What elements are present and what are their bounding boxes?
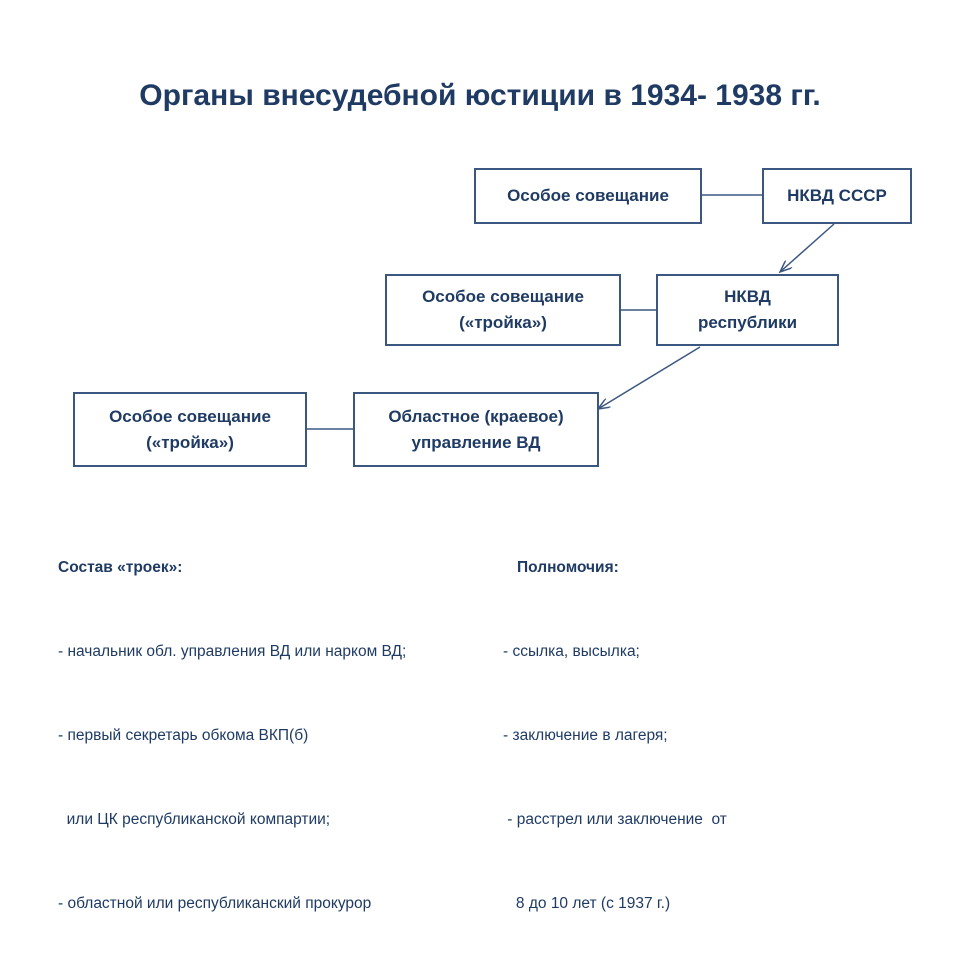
box-troika-republic-line1: Особое совещание [422,287,584,306]
powers-heading: Полномочия: [517,559,619,576]
box-special-council-label: Особое совещание [507,186,669,205]
box-troika-regional-line1: Особое совещание [109,406,271,426]
composition-list [58,498,406,974]
box-troika-republic [385,274,621,346]
box-troika-republic-line2: («тройка») [459,313,547,332]
box-troika-regional [73,392,307,467]
composition-heading: Состав «троек»: [58,559,183,576]
powers-item: - расстрел или заключение от [503,811,727,828]
box-special-council [474,168,702,224]
box-troika-regional-line2: («тройка») [146,432,234,452]
arrow-republic-to-regional [598,347,700,409]
composition-item: - областной или республиканский прокурор [58,895,372,912]
powers-item: - ссылка, высылка; [503,643,640,660]
composition-item: - начальник обл. управления ВД или нарком ВД; [58,643,407,660]
box-nkvd-ussr [762,168,912,224]
box-regional-directorate-line2: управление ВД [411,432,541,452]
page-title: Органы внесудебной юстиции в 1934- 1938 гг. [139,79,821,112]
box-nkvd-republic-line1: НКВД [724,287,771,306]
powers-item: 8 до 10 лет (с 1937 г.) [503,895,671,912]
powers-item: - заключение в лагеря; [503,727,668,744]
box-nkvd-republic [656,274,839,346]
box-regional-directorate-line1: Областное (краевое) [388,406,564,426]
box-nkvd-republic-line2: республики [697,313,798,332]
box-regional-directorate [353,392,599,467]
composition-item: или ЦК республиканской компартии; [58,811,331,828]
arrow-nkvd-ussr-to-republic [780,224,834,272]
composition-item: - первый секретарь обкома ВКП(б) [58,727,309,744]
box-nkvd-ussr-label: НКВД СССР [787,186,887,205]
powers-list [503,498,727,974]
